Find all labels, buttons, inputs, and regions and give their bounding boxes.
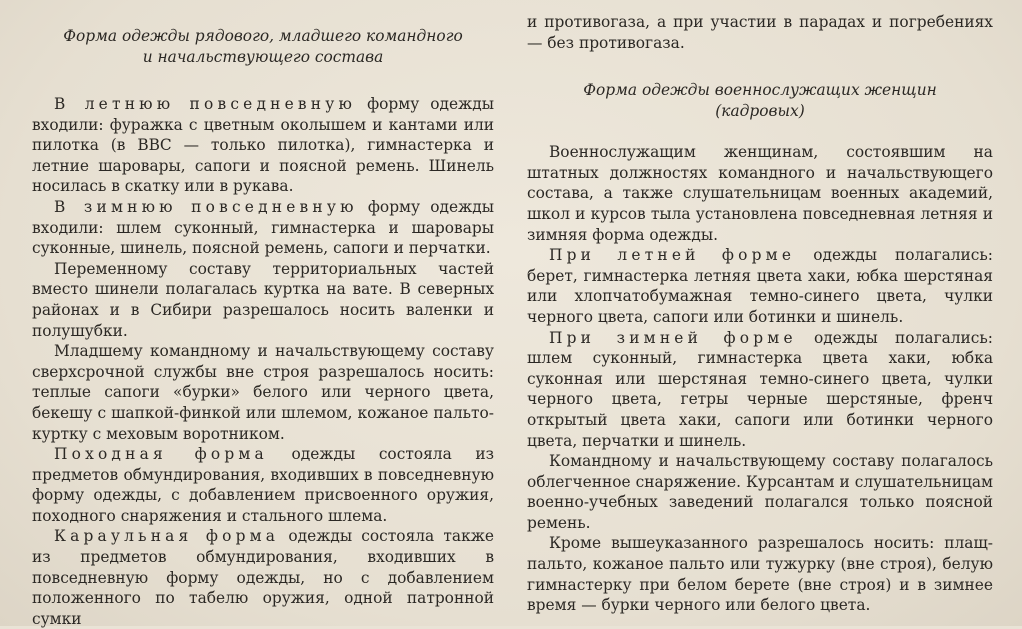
right-column (527, 12, 993, 616)
paragraph (527, 328, 993, 452)
spaced-lead: При зимней форме (549, 328, 797, 347)
paragraph (32, 259, 494, 341)
spaced-lead: В зимнюю повседневную (54, 197, 358, 216)
paragraph-text: одежды состояла также из предметов обмундирования, входивших в повседневную форму одежды, но с добавлением положенного по табелю оружия, одной патронной сумки (32, 527, 494, 628)
continuation-text: и противогаза, а при участии в парадах и погребениях — без противогаза. (527, 13, 993, 52)
spaced-lead: Походная форма (54, 445, 268, 464)
left-column (32, 16, 494, 629)
paragraph-text: Кроме вышеуказанного разрешалось носить: плащ-пальто, кожаное пальто или тужурку (вне строя), белую гимнастерку при белом берете (вне строя) и в зимнее время — бурки черного или белого цвета. (527, 534, 993, 615)
heading-line: (кадровых) (715, 102, 805, 121)
paragraph (527, 142, 993, 245)
paragraph (527, 245, 993, 327)
paragraph (527, 451, 993, 533)
paragraph-text: одежды состояла из предметов обмундирования, входивших в повседневную форму одежды, с добавлением присвоенного оружия, походного снаряжения и стального шлема. (32, 445, 494, 525)
heading-line: Форма одежды военнослужащих женщин (583, 81, 937, 100)
paragraph (32, 341, 494, 444)
paragraph-text: форму одежды входили: шлем суконный, гимнастерка и шаровары суконные, шинель, поясной ремень, сапоги и перчатки. (32, 197, 494, 258)
paragraph-text: Переменному составу территориальных частей вместо шинели полагалась куртка на вате. В северных районах и в Сибири разрешалось носить валенки и полушубки. (32, 259, 494, 340)
heading-line: Форма одежды рядового, младшего командного (63, 27, 463, 45)
spaced-lead: Караульная форма (54, 527, 280, 546)
spaced-lead: При летней форме (549, 246, 796, 265)
paragraph (32, 197, 494, 259)
paragraph (32, 444, 494, 526)
paragraph-text: одежды полагались: берет, гимнастерка летняя цвета хаки, юбка шерстяная или хлопчатобумажная темно-синего цвета, чулки черного цвета, сапоги или ботинки и шинель. (527, 246, 993, 326)
paragraph (527, 533, 993, 615)
section-heading-men (32, 26, 494, 68)
paragraph (32, 94, 494, 197)
paragraph-text: Младшему командному и начальствующему составу сверхсрочной службы вне строя разрешалось носить: теплые сапоги «бурки» белого или черного цвета, бекешу с шапкой-финкой или шлемом, кожаное пальто-куртку с меховым воротником. (32, 342, 494, 443)
section-heading-women (527, 80, 993, 122)
paragraph-text: одежды полагались: шлем суконный, гимнастерка цвета хаки, юбка суконная или шерстяная темно-синего цвета, чулки черного цвета, гетры черные шерстяные, френч открытый цвета хаки, сапоги или ботинки черного цвета, перчатки и шинель. (527, 328, 993, 450)
heading-line: и начальствующего состава (142, 48, 384, 66)
paragraph-text: Командному и начальствующему составу полагалось облегченное снаряжение. Курсантам и слушательницам военно-учебных заведений полагался только поясной ремень. (527, 452, 993, 532)
paragraph-text: Военнослужащим женщинам, состоявшим на штатных должностях командного и начальствующего состава, а также слушательницам военных академий, школ и курсов тыла установлена повседневная летняя и зимняя форма одежды. (527, 143, 993, 244)
spaced-lead: В летнюю повседневную (54, 95, 357, 113)
paragraph (32, 526, 494, 629)
paragraph-text: форму одежды входили: фуражка с цветным околышем и кантами или пилотка (в ВВС — только пилотка), гимнастерка и летние шаровары, сапоги и поясной ремень. Шинель носилась в скатку или в рукава. (32, 95, 494, 196)
